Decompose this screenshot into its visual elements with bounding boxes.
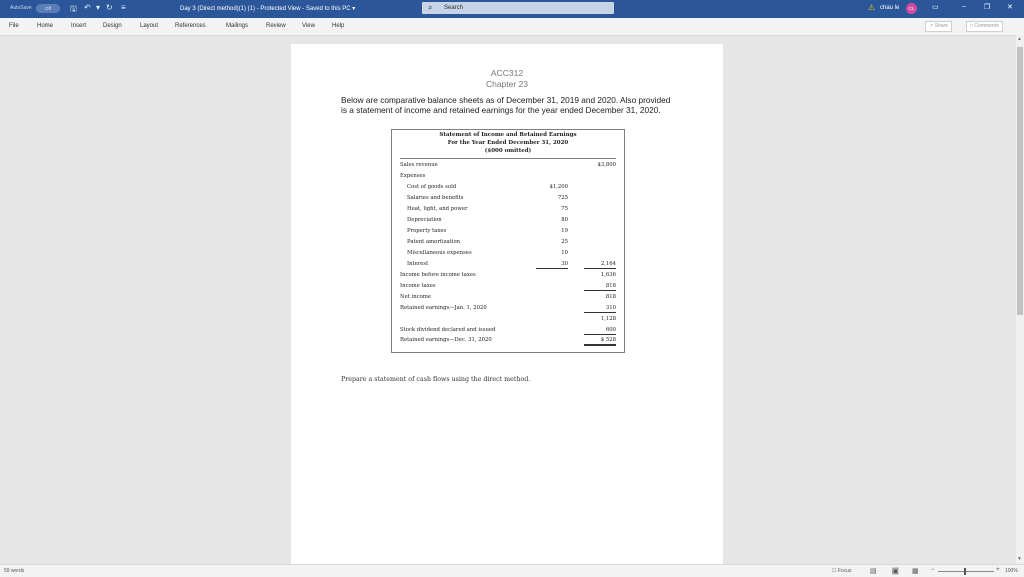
row-col1: 725 xyxy=(557,195,568,201)
zoom-slider-knob[interactable] xyxy=(964,568,966,575)
table-row xyxy=(400,183,616,191)
title-bar xyxy=(0,0,1024,18)
zoom-level[interactable]: 100% xyxy=(1005,568,1018,574)
vertical-scrollbar[interactable] xyxy=(1016,35,1024,564)
tab-file[interactable]: File xyxy=(9,23,19,29)
close-icon[interactable]: ✕ xyxy=(1007,4,1013,11)
print-layout-icon[interactable]: ▣ xyxy=(892,568,899,575)
table-row xyxy=(400,238,616,246)
table-row xyxy=(400,249,616,257)
tab-help[interactable]: Help xyxy=(332,23,345,29)
row-label: Patent amortization xyxy=(407,239,461,245)
income-statement-image xyxy=(391,129,625,353)
redo-icon[interactable]: ↻ xyxy=(106,3,113,12)
row-label: Cost of goods sold xyxy=(407,184,457,190)
document-page[interactable] xyxy=(291,44,723,564)
tab-mailings[interactable]: Mailings xyxy=(226,23,249,29)
word-count[interactable]: 59 words xyxy=(4,568,25,574)
row-label: Net income xyxy=(400,294,432,300)
tab-design[interactable]: Design xyxy=(103,23,122,29)
zoom-in-icon[interactable]: + xyxy=(996,567,1000,573)
tab-view[interactable]: View xyxy=(302,23,315,29)
row-col2: 600 xyxy=(584,326,616,335)
scroll-up-icon[interactable]: ▲ xyxy=(1017,36,1022,42)
row-label: Heat, light, and power xyxy=(407,206,468,212)
share-label: Share xyxy=(934,23,948,29)
focus-button[interactable]: ☐ Focus xyxy=(832,568,852,574)
table-row xyxy=(400,304,616,312)
row-col1: 10 xyxy=(561,250,568,256)
row-label: Sales revenue xyxy=(400,162,438,168)
search-box[interactable] xyxy=(422,2,614,14)
warning-icon[interactable]: ⚠ xyxy=(868,3,876,12)
table-row xyxy=(400,315,616,323)
row-label: Retained earnings—Jan. 1, 2020 xyxy=(400,305,487,311)
autosave-label: AutoSave xyxy=(10,5,32,11)
minimize-icon[interactable]: – xyxy=(962,3,966,10)
row-label: Expenses xyxy=(400,173,426,179)
status-bar xyxy=(0,564,1024,577)
row-col1: 80 xyxy=(561,217,568,223)
table-row xyxy=(400,216,616,224)
row-col2: 818 xyxy=(584,282,616,291)
save-icon[interactable]: 🖫 xyxy=(70,4,77,13)
table-row xyxy=(400,271,616,279)
row-label: Income before income taxes xyxy=(400,272,476,278)
intro-paragraph: Below are comparative balance sheets as of December 31, 2019 and 2020. Also provided is a statement of income and retained earnings for the year ended December 31, 2020. xyxy=(341,95,671,115)
tab-insert[interactable]: Insert xyxy=(71,23,87,29)
zoom-slider[interactable] xyxy=(938,571,994,572)
row-col2: 1,636 xyxy=(600,272,616,278)
row-col2: 310 xyxy=(584,304,616,313)
comments-button[interactable]: □ Comments xyxy=(966,21,1003,32)
row-col2: 1,128 xyxy=(600,316,616,322)
tab-layout[interactable]: Layout xyxy=(140,23,159,29)
read-mode-icon[interactable]: ▤ xyxy=(870,568,877,575)
share-button[interactable]: ↗ Share xyxy=(925,21,952,32)
row-col1: 19 xyxy=(561,228,568,234)
row-label: Depreciation xyxy=(407,217,442,223)
customize-qat-icon[interactable]: ≡ xyxy=(121,3,126,12)
statement-subtitle: For the Year Ended December 31, 2020 xyxy=(447,140,569,146)
row-col1: 30 xyxy=(536,260,568,269)
row-col2: $ 528 xyxy=(584,336,616,346)
row-col2: 818 xyxy=(605,294,616,300)
row-label: Stock dividend declared and issued xyxy=(400,327,496,333)
table-row xyxy=(400,161,616,169)
statement-body xyxy=(400,158,616,344)
row-label: Income taxes xyxy=(400,283,436,289)
prepare-instruction: Prepare a statement of cash flows using the direct method. xyxy=(341,376,531,383)
statement-title: Statement of Income and Retained Earnings xyxy=(439,132,577,138)
comments-label: Comments xyxy=(974,23,999,29)
row-col2: $3,800 xyxy=(597,162,616,168)
restore-icon[interactable]: ❐ xyxy=(984,4,991,11)
ribbon-tabs xyxy=(0,18,1024,36)
zoom-out-icon[interactable]: − xyxy=(931,567,935,573)
row-label: Retained earnings—Dec. 31, 2020 xyxy=(400,337,492,343)
search-placeholder: Search xyxy=(444,5,464,11)
undo-dropdown-icon[interactable]: ▾ xyxy=(96,3,101,12)
table-row xyxy=(400,172,616,180)
table-row xyxy=(400,282,616,290)
row-label: Salaries and benefits xyxy=(407,195,464,201)
table-row xyxy=(400,336,616,344)
row-col1: 75 xyxy=(561,206,568,212)
tab-review[interactable]: Review xyxy=(266,23,286,29)
undo-icon[interactable]: ↶ xyxy=(84,3,91,12)
table-row xyxy=(400,326,616,334)
table-row xyxy=(400,227,616,235)
statement-units: ($000 omitted) xyxy=(484,148,532,154)
user-name[interactable]: chau le xyxy=(880,5,900,11)
focus-label: Focus xyxy=(837,568,852,574)
avatar[interactable]: CL xyxy=(906,3,917,14)
table-row xyxy=(400,194,616,202)
row-col1: 25 xyxy=(561,239,568,245)
ribbon-display-options-icon[interactable]: ▭ xyxy=(932,4,939,11)
row-label: Miscellaneous expenses xyxy=(407,250,472,256)
table-row xyxy=(400,205,616,213)
chapter-heading: Chapter 23 xyxy=(485,79,529,89)
scroll-thumb[interactable] xyxy=(1017,47,1023,315)
course-heading: ACC312 xyxy=(490,68,524,78)
autosave-toggle[interactable]: Off xyxy=(36,4,60,13)
web-layout-icon[interactable]: ▦ xyxy=(912,568,919,575)
search-icon: ⌕ xyxy=(428,3,433,12)
table-row xyxy=(400,293,616,301)
row-col2: 2,164 xyxy=(584,260,616,269)
scroll-down-icon[interactable]: ▼ xyxy=(1017,556,1022,562)
row-label: Property taxes xyxy=(407,228,447,234)
document-title: Day 3 (Direct method)(1) (1) - Protected View - Saved to this PC ▾ xyxy=(180,6,356,12)
tab-home[interactable]: Home xyxy=(37,23,54,29)
table-row xyxy=(400,260,616,268)
tab-references[interactable]: References xyxy=(175,23,206,29)
row-col1: $1,200 xyxy=(549,184,568,190)
row-label: Interest xyxy=(407,261,429,267)
